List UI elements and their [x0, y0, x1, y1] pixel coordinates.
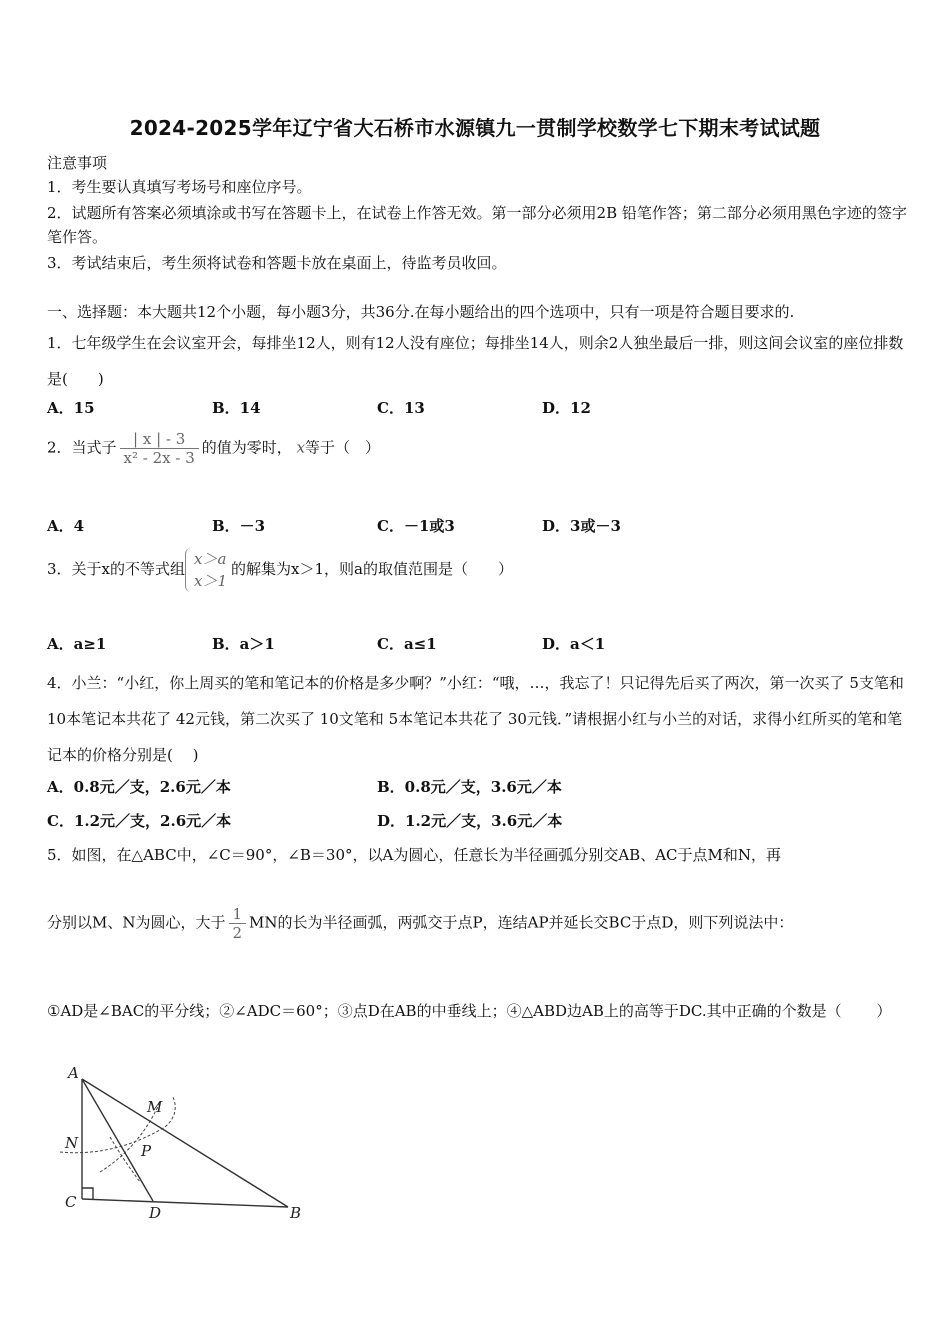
q5-line-1: 5．如图，在△ABC中，∠C＝90°，∠B＝30°，以A为圆心，任意长为半径画弧分别交AB、AC于点M和N，再	[47, 846, 781, 864]
label-n: N	[65, 1134, 79, 1152]
question-3	[47, 548, 513, 592]
arc-from-m	[110, 1137, 140, 1182]
q4-option-d: D．1.2元／支，3.6元／本	[377, 812, 563, 830]
notice-item-3: 3．考试结束后，考生须将试卷和答题卡放在桌面上，待监考员收回。	[47, 254, 507, 272]
q5-frac-num: 1	[229, 905, 247, 924]
q3-option-a: A．a≥1	[47, 635, 107, 653]
q2-suffix: 的值为零时，	[201, 438, 292, 457]
q5-line-2-prefix: 分别以M、N为圆心，大于	[47, 913, 226, 932]
line-ad	[82, 1079, 153, 1201]
q2-fraction	[120, 430, 199, 467]
q2-option-b: B．－3	[212, 517, 266, 535]
q2-option-c: C．－1或3	[377, 517, 455, 535]
q2-option-a: A．4	[47, 517, 85, 535]
q5-frac-den: 2	[232, 924, 243, 942]
question-2	[47, 430, 380, 467]
page-title: 2024-2025学年辽宁省大石桥市水源镇九一贯制学校数学七下期末考试试题	[129, 116, 821, 140]
question-1: 1．七年级学生在会议室开会，每排坐12人，则有12人没有座位；每排坐14人，则余2人独坐最后一排，则这间会议室的座位排数是( )	[47, 334, 904, 388]
q1-option-a: A．15	[47, 399, 95, 417]
q3-option-b: B．a＞1	[212, 635, 275, 653]
q4-option-c: C．1.2元／支，2.6元／本	[47, 812, 232, 830]
label-p: P	[141, 1142, 152, 1160]
q1-option-b: B．14	[212, 399, 261, 417]
label-m: M	[147, 1098, 163, 1116]
side-cb	[82, 1199, 288, 1207]
question-4: 4．小兰：“小红，你上周买的笔和笔记本的价格是多少啊？”小红：“哦，…，我忘了！只记得先后买了两次，第一次买了 5支笔和 10本笔记本共花了 42元钱，第二次买了 10文笔和 5本笔记本共花了 30元钱．”请根据小红与小兰的对话，求得小红所买的笔和笔 记本的价格分别是( )	[47, 674, 904, 764]
q2-prefix: 2．当式子	[47, 438, 117, 457]
q2-denominator: x² - 2x - 3	[123, 449, 195, 467]
section-heading: 一、选择题：本大题共12个小题，每小题3分，共36分.在每小题给出的四个选项中，只有一项是符合题目要求的.	[47, 303, 795, 321]
q5-fraction	[229, 905, 247, 942]
q3-option-c: C．a≤1	[377, 635, 437, 653]
label-a: A	[68, 1064, 79, 1082]
q1-option-d: D．12	[542, 399, 591, 417]
label-b: B	[290, 1204, 302, 1222]
q1-option-c: C．13	[377, 399, 425, 417]
side-ab	[82, 1079, 288, 1207]
q3-inequality-system	[185, 548, 227, 592]
q3-option-d: D．a＜1	[542, 635, 606, 653]
notice-item-2: 2．试题所有答案必须填涂或书写在答题卡上，在试卷上作答无效。第一部分必须用2B 铅笔作答；第二部分必须用黑色字迹的签字笔作答。	[47, 204, 907, 246]
q3-line-1: x＞a	[194, 550, 227, 568]
q2-numerator: | x | - 3	[120, 430, 199, 449]
q2-variable: x	[296, 438, 306, 457]
label-d: D	[149, 1204, 162, 1222]
q5-line-2-suffix: MN的长为半径画弧，两弧交于点P，连结AP并延长交BC于点D，则下列说法中：	[249, 913, 794, 932]
q5-line-3: ①AD是∠BAC的平分线；②∠ADC＝60°；③点D在AB的中垂线上；④△ABD边AB上的高等于DC.其中正确的个数是（ ）	[47, 1002, 892, 1020]
triangle-figure	[55, 1062, 315, 1227]
q2-end: 等于（ ）	[305, 438, 381, 457]
q3-line-2: x＞1	[194, 572, 228, 590]
notice-heading: 注意事项	[47, 154, 108, 172]
q4-option-a: A．0.8元／支，2.6元／本	[47, 778, 231, 796]
q5-line-2	[47, 905, 793, 942]
q2-option-d: D．3或－3	[542, 517, 621, 535]
right-angle-mark	[82, 1188, 93, 1199]
q3-suffix: 的解集为x＞1，则a的取值范围是（ ）	[231, 560, 513, 578]
q3-prefix: 3．关于x的不等式组	[47, 560, 186, 578]
notice-item-1: 1．考生要认真填写考场号和座位序号。	[47, 178, 312, 196]
q4-option-b: B．0.8元／支，3.6元／本	[377, 778, 562, 796]
label-c: C	[65, 1193, 77, 1211]
